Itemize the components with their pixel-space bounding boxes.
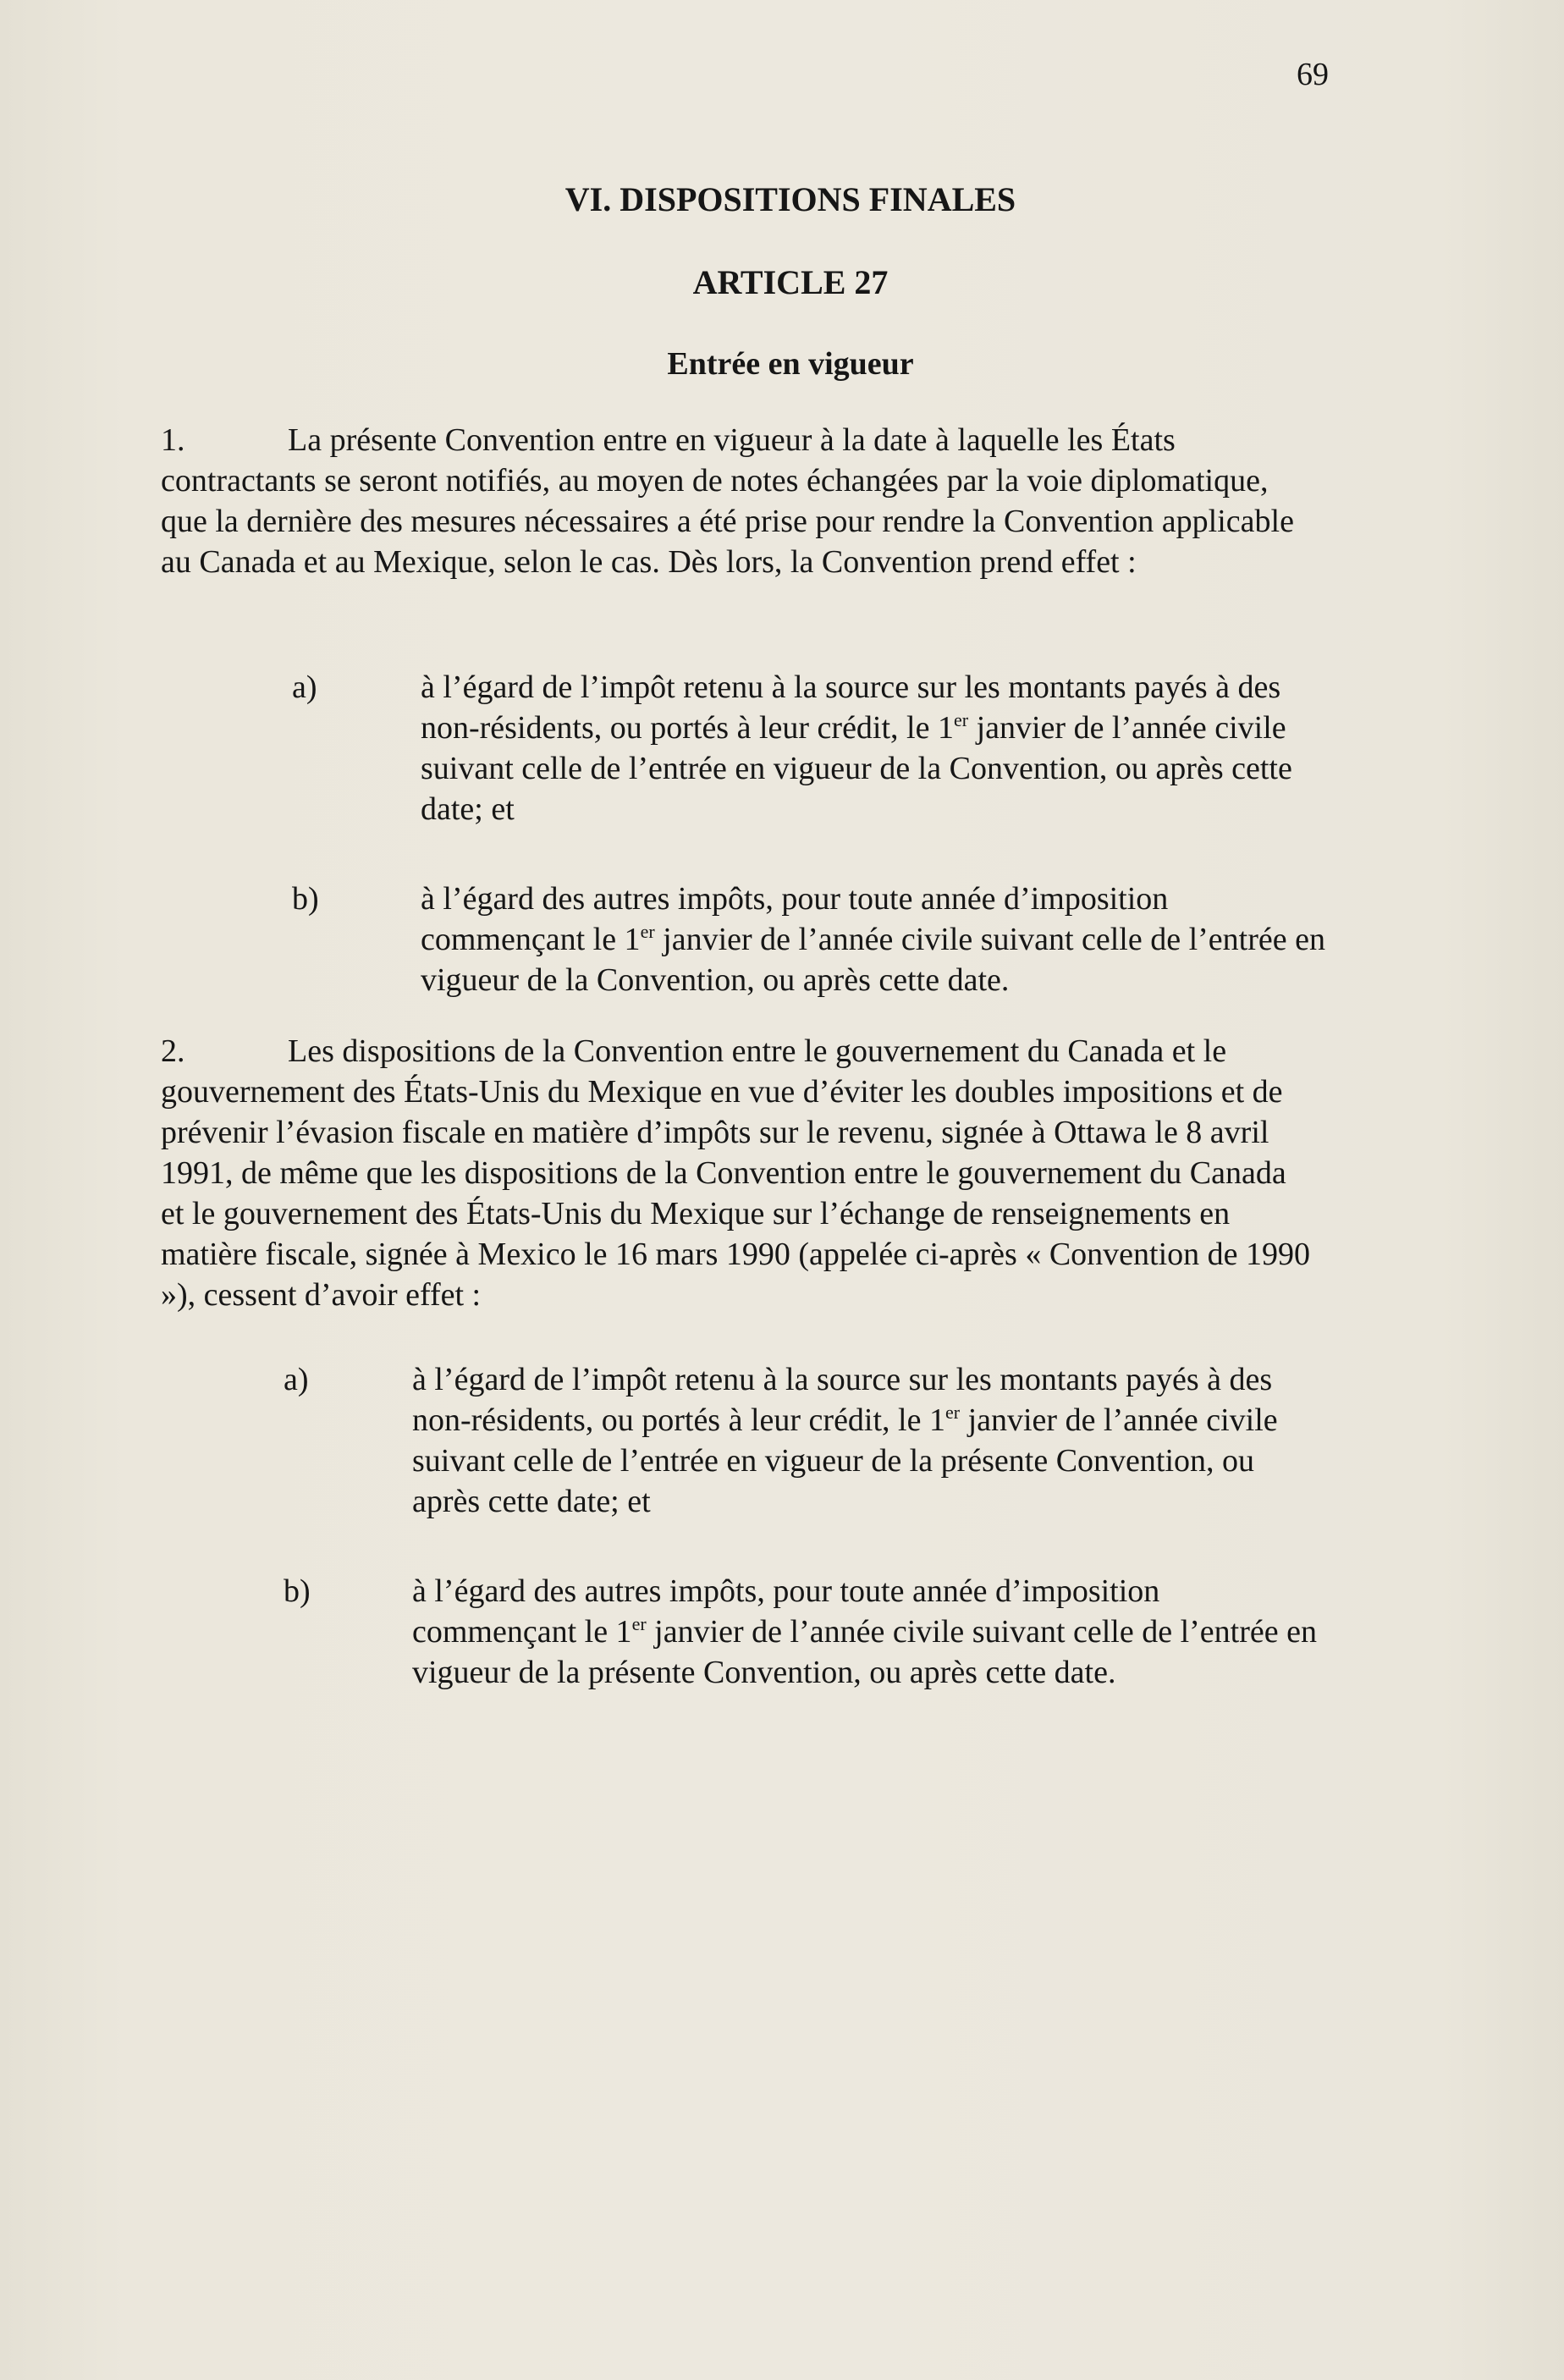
paragraph-2-item-b — [284, 1571, 1350, 1740]
item-label: a) — [284, 1362, 309, 1397]
paragraph-2-number: 2. — [161, 1033, 185, 1069]
section-title: VI. DISPOSITIONS FINALES — [564, 180, 1016, 218]
paragraph-1-text: La présente Convention entre en vigueur à la date à laquelle les États contractants se seront notifiés, au moyen de notes échangées par la voie diplomatique, que la dernière des mesures nécessaires a été prise pour rendre la Convention applicable au Canada et au Mexique, selon le cas. Dès lors, la Convention prend effet : — [161, 422, 1294, 580]
page-number: 69 — [1297, 57, 1329, 92]
item-text: à l’égard des autres impôts, pour toute année d’imposition commençant le 1er janvier de l’année civile suivant celle de l’entrée en vigueur de la Convention, ou après cette date. — [421, 881, 1325, 998]
paragraph-1-item-b — [292, 879, 1350, 1014]
item-text: à l’égard de l’impôt retenu à la source sur les montants payés à des non-résidents, ou portés à leur crédit, le 1er janvier de l’année civile suivant celle de l’entrée en vigueur de la Convention, ou après cette date; et — [421, 669, 1292, 827]
item-label: b) — [292, 881, 319, 917]
superscript: er — [640, 921, 655, 942]
paragraph-2-item-a — [284, 1359, 1350, 1529]
paragraph-2-text: Les dispositions de la Convention entre le gouvernement du Canada et le gouvernement des États-Unis du Mexique en vue d’éviter les doubles impositions et de prévenir l’évasion fiscale en matière d’impôts sur le revenu, signée à Ottawa le 8 avril 1991, de même que les dispositions de la Convention entre le gouvernement du Canada et le gouvernement des États-Unis du Mexique sur l’échange de renseignements en matière fiscale, signée à Mexico le 16 mars 1990 (appelée ci-après « Convention de 1990 »), cessent d’avoir effet : — [161, 1033, 1311, 1313]
paragraph-1-item-a — [292, 667, 1350, 836]
superscript: er — [631, 1613, 647, 1634]
superscript: er — [944, 1402, 961, 1423]
paragraph-2 — [161, 1031, 1312, 1315]
paragraph-1-number: 1. — [161, 422, 185, 458]
paragraph-1 — [161, 420, 1312, 582]
article-heading: Entrée en vigueur — [667, 346, 914, 382]
superscript: er — [953, 709, 969, 730]
item-text: à l’égard de l’impôt retenu à la source sur les montants payés à des non-résidents, ou portés à leur crédit, le 1er janvier de l’année civile suivant celle de l’entrée en vigueur de la présente Convention, ou après cette date; et — [412, 1362, 1278, 1519]
item-label: b) — [284, 1573, 311, 1609]
item-label: a) — [292, 669, 317, 705]
item-text: à l’égard des autres impôts, pour toute année d’imposition commençant le 1er janvier de l’année civile suivant celle de l’entrée en vigueur de la présente Convention, ou après cette date. — [412, 1573, 1317, 1690]
article-title: ARTICLE 27 — [692, 263, 889, 301]
